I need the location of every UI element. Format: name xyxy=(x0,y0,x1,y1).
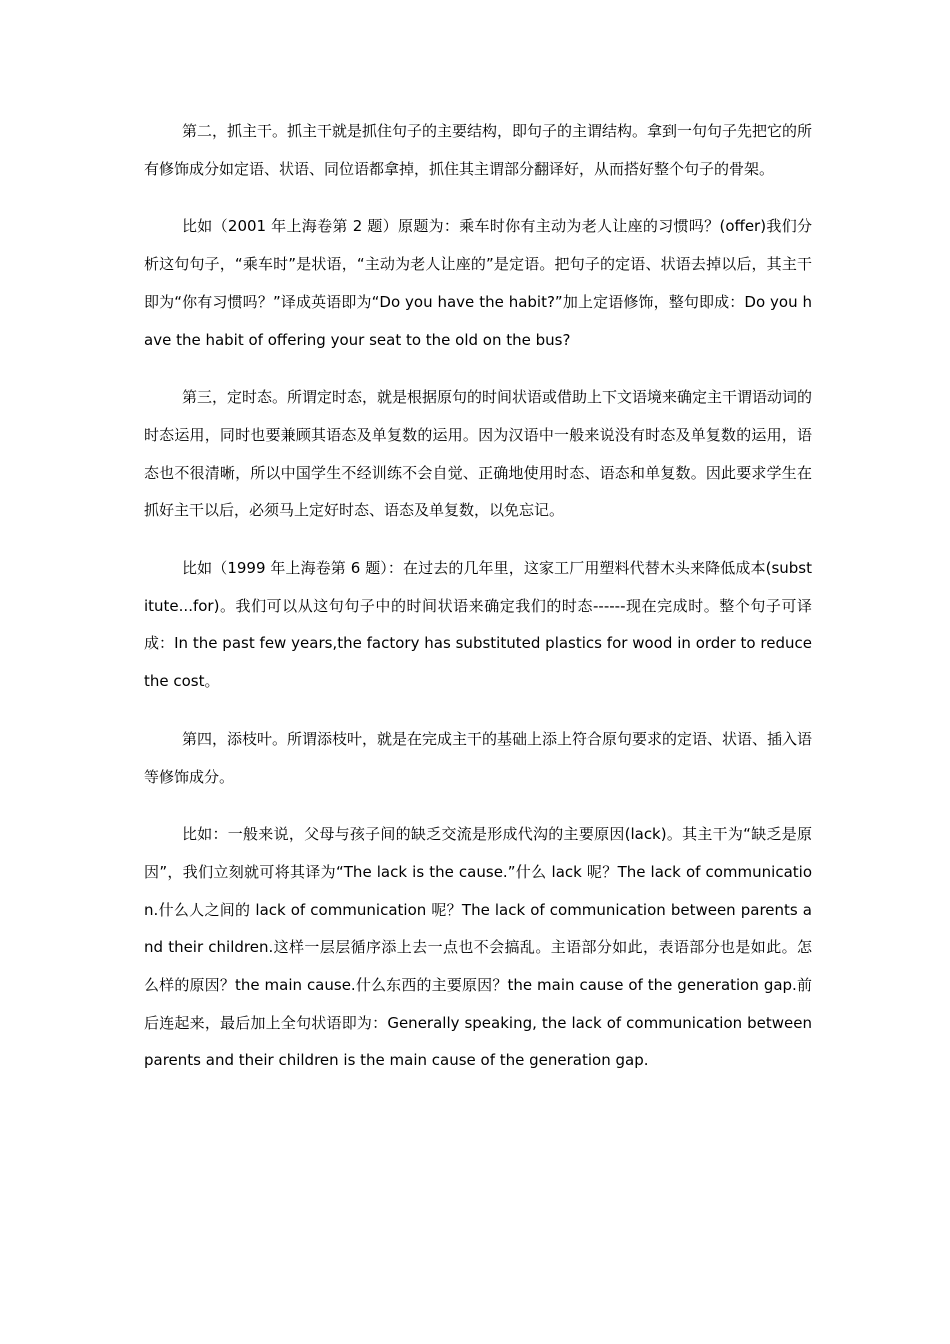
paragraph-determine-tense: 第三，定时态。所谓定时态，就是根据原句的时间状语或借助上下文语境来确定主干谓语动词的时态运用，同时也要兼顾其语态及单复数的运用。因为汉语中一般来说没有时态及单复数的运用，语态也不很清晰，所以中国学生不经训练不会自觉、正确地使用时态、语态和单复数。因此要求学生在抓好主干以后，必须马上定好时态、语态及单复数，以免忘记。 xyxy=(144,388,813,520)
document-body xyxy=(144,113,812,1080)
paragraph-example-1999: 比如（1999 年上海卷第 6 题）：在过去的几年里，这家工厂用塑料代替木头来降低成本(substitute...for)。我们可以从这句句子中的时间状语来确定我们的时态------现在完成时。整个句子可译成：In the past few years,the factory has substituted plastics for wood in order to reduce the cost。 xyxy=(144,559,812,691)
paragraph-example-lack: 比如：一般来说，父母与孩子间的缺乏交流是形成代沟的主要原因(lack)。其主干为“缺乏是原因”，我们立刻就可将其译为“The lack is the cause.”什么 lack 呢？The lack of communication.什么人之间的 lack of communication 呢？The lack of communication between parents and their children.这样一层层循序添上去一点也不会搞乱。主语部分如此，表语部分也是如此。怎么样的原因？the main cause.什么东西的主要原因？the main cause of the generation gap.前后连起来，最后加上全句状语即为：Generally speaking, the lack of communication between parents and their children is the main cause of the generation gap. xyxy=(144,825,812,1070)
paragraph-grasp-main-structure: 第二，抓主干。抓主干就是抓住句子的主要结构，即句子的主谓结构。拿到一句句子先把它的所有修饰成分如定语、状语、同位语都拿掉，抓住其主谓部分翻译好，从而搭好整个句子的骨架。 xyxy=(144,122,813,178)
paragraph-example-2001: 比如（2001 年上海卷第 2 题）原题为：乘车时你有主动为老人让座的习惯吗？(offer)我们分析这句句子，“乘车时”是状语，“主动为老人让座的”是定语。把句子的定语、状语去掉以后，其主干即为“你有习惯吗？”译成英语即为“Do you have the habit?”加上定语修饰，整句即成：Do you have the habit of offering your seat to the old on the bus? xyxy=(144,217,812,349)
paragraph-add-modifiers: 第四，添枝叶。所谓添枝叶，就是在完成主干的基础上添上符合原句要求的定语、状语、插入语等修饰成分。 xyxy=(144,729,813,786)
